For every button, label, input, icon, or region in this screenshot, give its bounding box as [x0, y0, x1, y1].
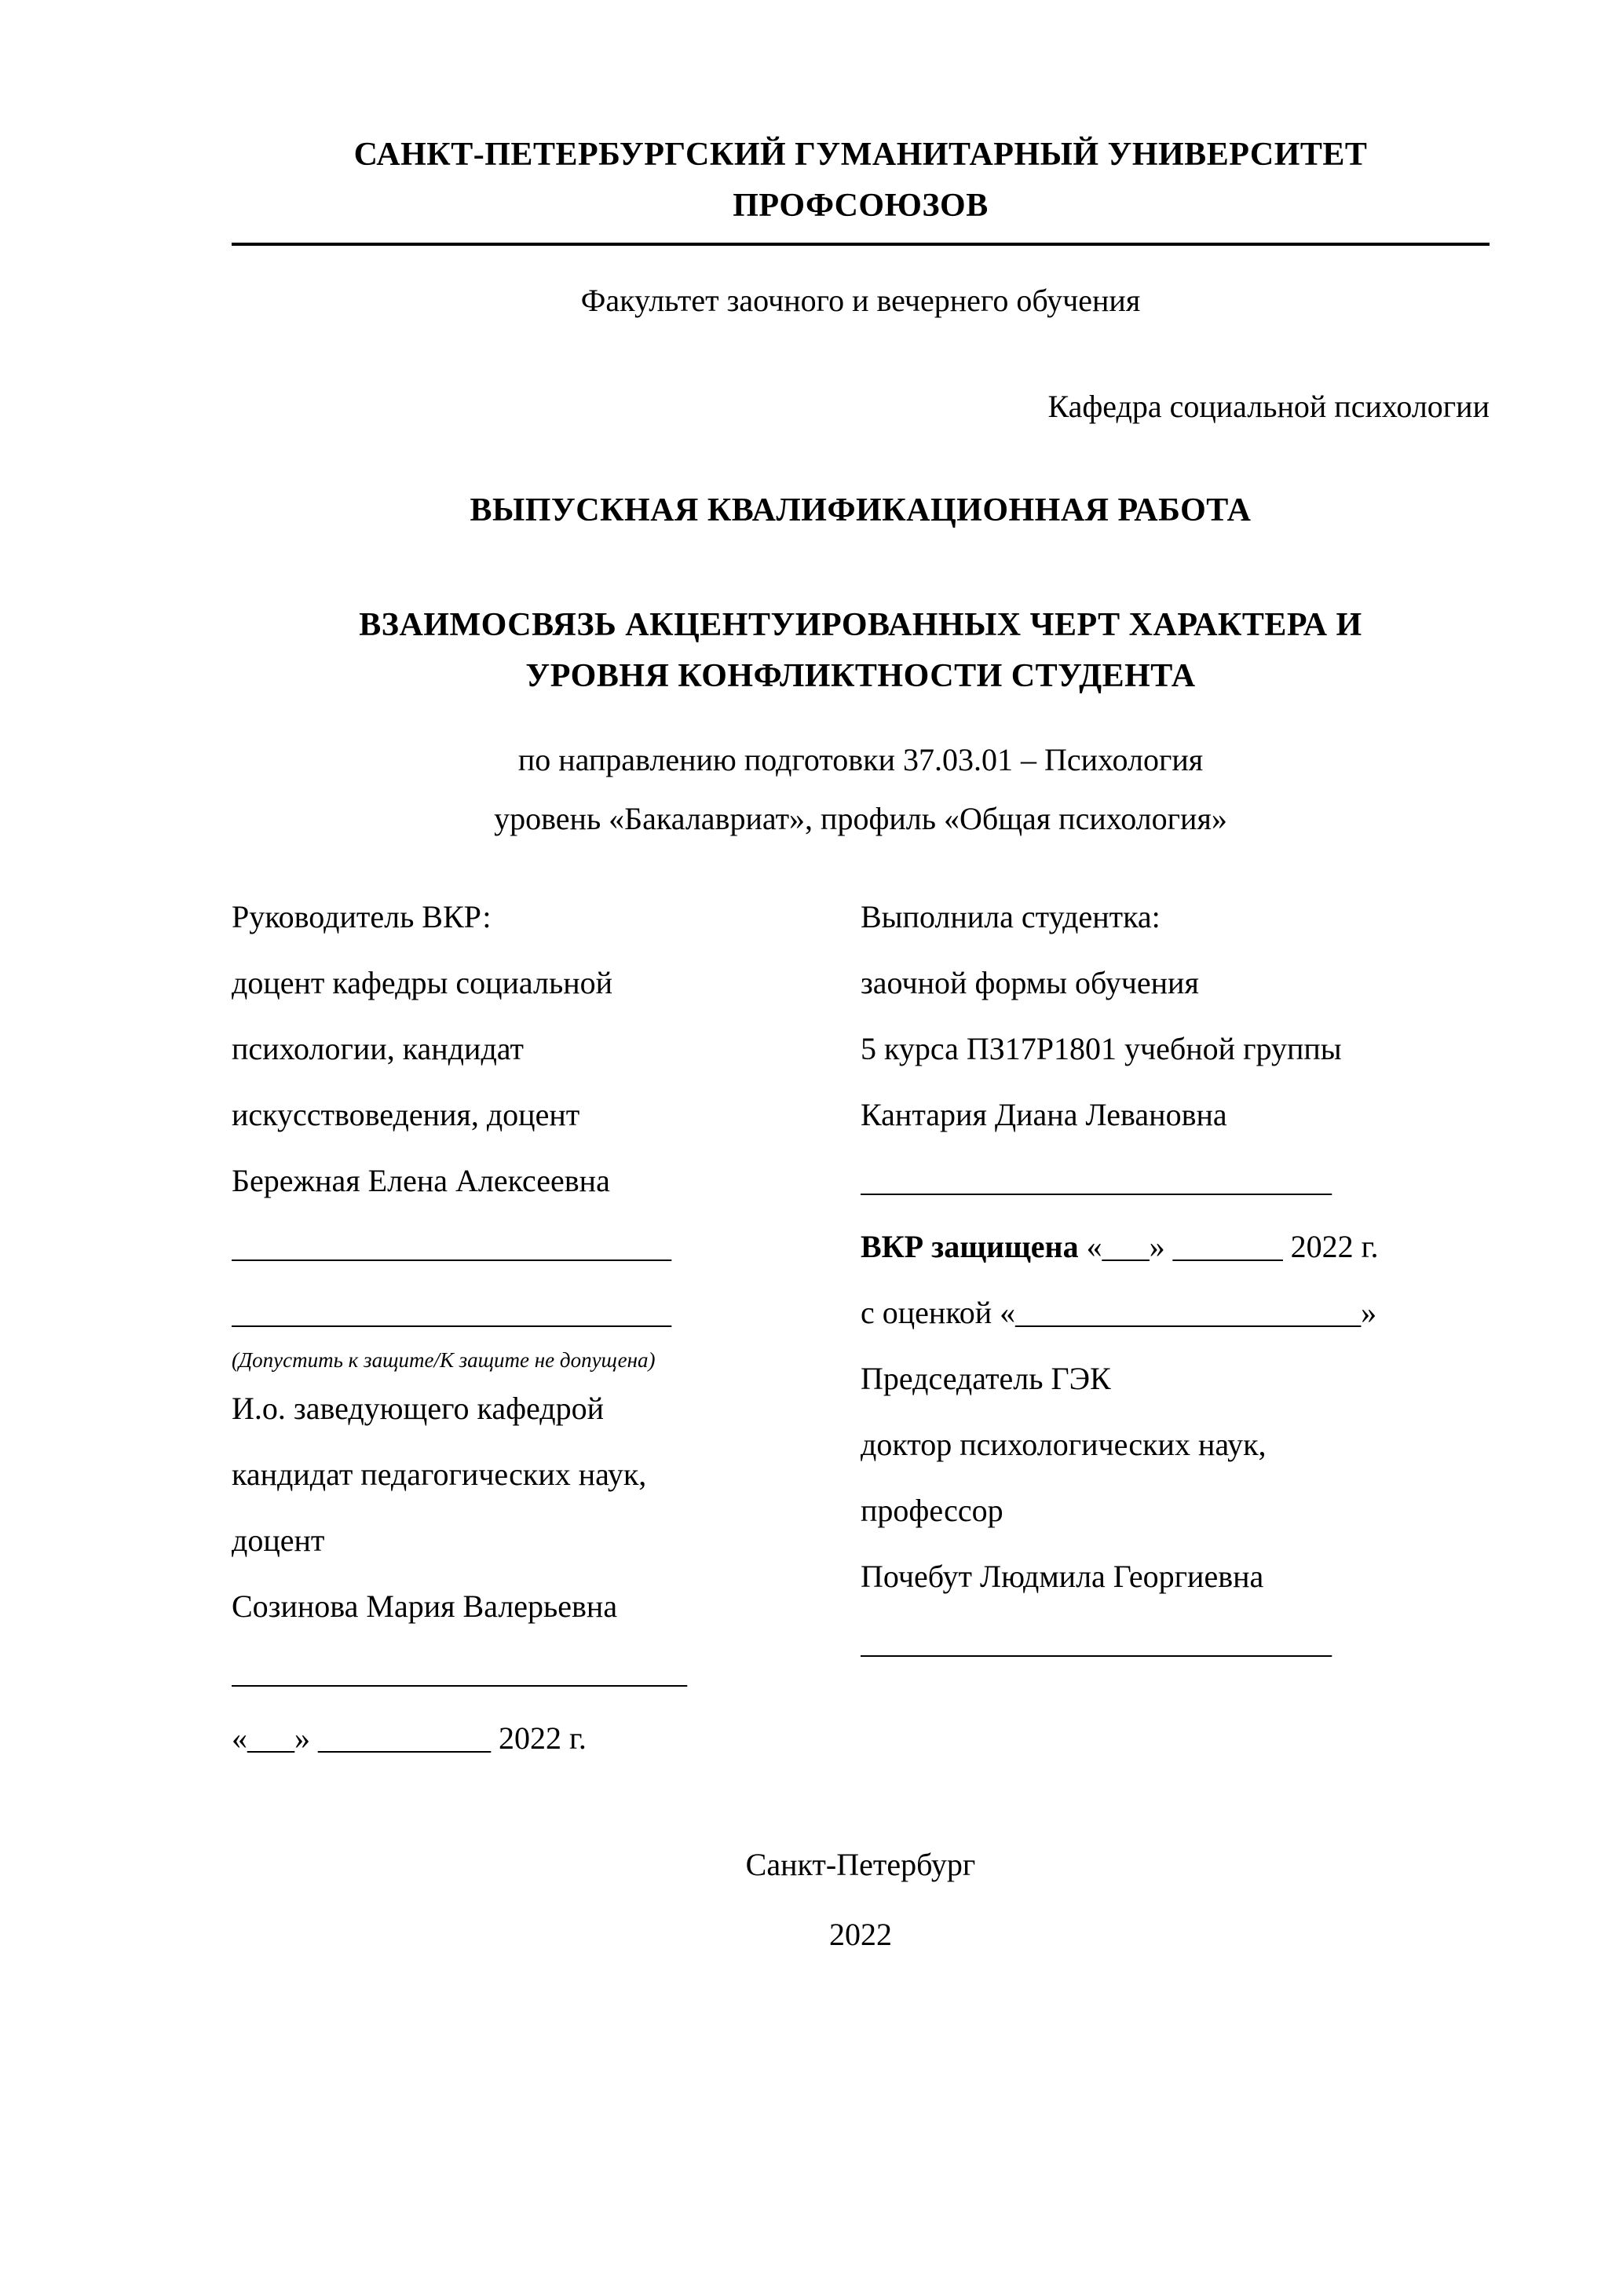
supervisor-position-line: психологии, кандидат	[232, 1031, 524, 1067]
student-signature-line: ______________________________	[861, 1163, 1332, 1199]
faculty-line: Факультет заочного и вечернего обучения	[580, 283, 1141, 319]
student-label: Выполнила студентка:	[861, 899, 1161, 935]
supervisor-column	[232, 884, 798, 1771]
admission-decision-line: ____________________________	[232, 1295, 671, 1331]
city-line: Санкт-Петербург	[745, 1847, 976, 1883]
student-column	[861, 884, 1490, 1771]
signature-columns	[232, 884, 1490, 1771]
direction-line: по направлению подготовки 37.03.01 – Психология	[517, 742, 1204, 778]
university-name-line1: САНКТ-ПЕТЕРБУРГСКИЙ ГУМАНИТАРНЫЙ УНИВЕРСИТЕТ	[353, 137, 1368, 173]
head-name: Созинова Мария Валерьевна	[232, 1589, 618, 1625]
university-header	[232, 130, 1490, 246]
thesis-title	[232, 600, 1490, 702]
thesis-title-line2: УРОВНЯ КОНФЛИКТНОСТИ СТУДЕНТА	[525, 658, 1196, 695]
supervisor-label: Руководитель ВКР:	[232, 899, 492, 935]
chair-position-line: профессор	[861, 1493, 1003, 1529]
student-form-line: заочной формы обучения	[861, 965, 1199, 1001]
defense-date-line	[861, 1214, 1490, 1280]
level-profile-line: уровень «Бакалавриат», профиль «Общая психология»	[494, 801, 1227, 837]
gek-chair-line: Председатель ГЭК	[861, 1361, 1111, 1397]
head-degree-line: кандидат педагогических наук,	[232, 1457, 647, 1493]
department-line: Кафедра социальной психологии	[1047, 389, 1490, 425]
chair-name: Почебут Людмила Георгиевна	[861, 1559, 1264, 1595]
grade-line: с оценкой «______________________»	[861, 1295, 1377, 1331]
university-name-line2: ПРОФСОЮЗОВ	[733, 188, 989, 225]
work-type-heading: ВЫПУСКНАЯ КВАЛИФИКАЦИОННАЯ РАБОТА	[470, 492, 1252, 529]
head-of-department-line: И.о. заведующего кафедрой	[232, 1391, 605, 1427]
student-group-line: 5 курса ПЗ17Р1801 учебной группы	[861, 1031, 1342, 1067]
admission-note: (Допустить к защите/К защите не допущена)	[232, 1348, 656, 1373]
supervisor-signature-line: ____________________________	[232, 1229, 671, 1265]
supervisor-name: Бережная Елена Алексеевна	[232, 1163, 610, 1199]
year-line: 2022	[829, 1917, 892, 1953]
defense-defended-label: ВКР защищена	[861, 1229, 1079, 1265]
student-name: Кантария Диана Левановна	[861, 1097, 1227, 1133]
supervisor-position-line: доцент кафедры социальной	[232, 965, 613, 1001]
head-date-line: «___» ___________ 2022 г.	[232, 1720, 587, 1757]
head-position-line: доцент	[232, 1523, 325, 1559]
supervisor-position-line: искусствоведения, доцент	[232, 1097, 580, 1133]
thesis-title-line1: ВЗАИМОСВЯЗЬ АКЦЕНТУИРОВАННЫХ ЧЕРТ ХАРАКТЕРА И	[359, 607, 1362, 644]
chair-signature-line: ______________________________	[861, 1625, 1332, 1661]
chair-degree-line: доктор психологических наук,	[861, 1427, 1267, 1463]
head-signature-line: _____________________________	[232, 1654, 687, 1691]
defense-date-blank: «___» _______ 2022 г.	[1078, 1229, 1379, 1265]
